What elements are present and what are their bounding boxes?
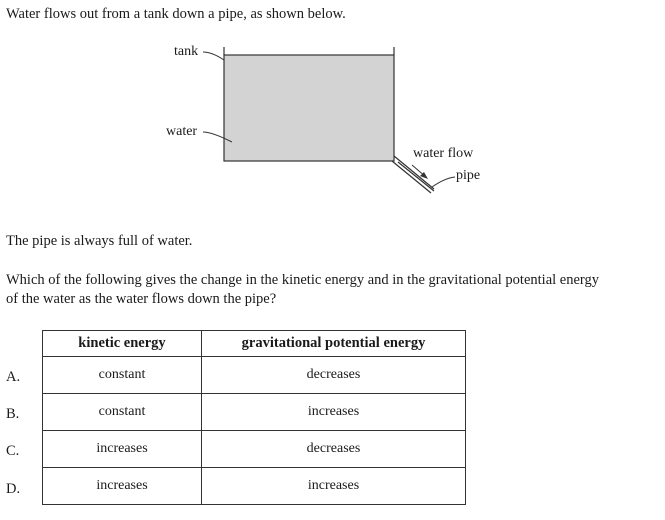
prompt-line-2: of the water as the water flows down the pipe? (6, 291, 277, 307)
intro-text: Water flows out from a tank down a pipe, as shown below. (6, 6, 346, 22)
table-row (43, 394, 466, 431)
option-letter-c: C. (6, 443, 20, 459)
pipe-wall-middle (398, 162, 434, 191)
cell-potential: increases (202, 394, 466, 431)
cell-potential: increases (202, 468, 466, 505)
cell-kinetic: increases (43, 468, 202, 505)
label-water: water (166, 124, 198, 139)
leader-pipe (432, 177, 455, 187)
cell-kinetic: constant (43, 394, 202, 431)
option-letter-b: B. (6, 406, 20, 422)
table-header-row (43, 331, 466, 357)
cell-kinetic: constant (43, 357, 202, 394)
leader-tank (203, 52, 224, 60)
table-row (43, 357, 466, 394)
cell-kinetic: increases (43, 431, 202, 468)
prompt-line-1: Which of the following gives the change in the kinetic energy and in the gravitational potential energy (6, 272, 599, 288)
answer-table (42, 330, 466, 505)
tank-diagram (0, 0, 665, 230)
cell-potential: decreases (202, 431, 466, 468)
header-kinetic-energy: kinetic energy (43, 331, 202, 357)
water-body (224, 55, 394, 161)
table-row (43, 431, 466, 468)
header-gravitational-potential-energy: gravitational potential energy (202, 331, 466, 357)
label-water-flow: water flow (413, 146, 474, 161)
label-pipe: pipe (456, 168, 481, 183)
statement-text: The pipe is always full of water. (6, 233, 193, 249)
table-row (43, 468, 466, 505)
cell-potential: decreases (202, 357, 466, 394)
option-letter-d: D. (6, 481, 21, 497)
option-letter-a: A. (6, 369, 21, 385)
label-tank: tank (174, 44, 199, 59)
